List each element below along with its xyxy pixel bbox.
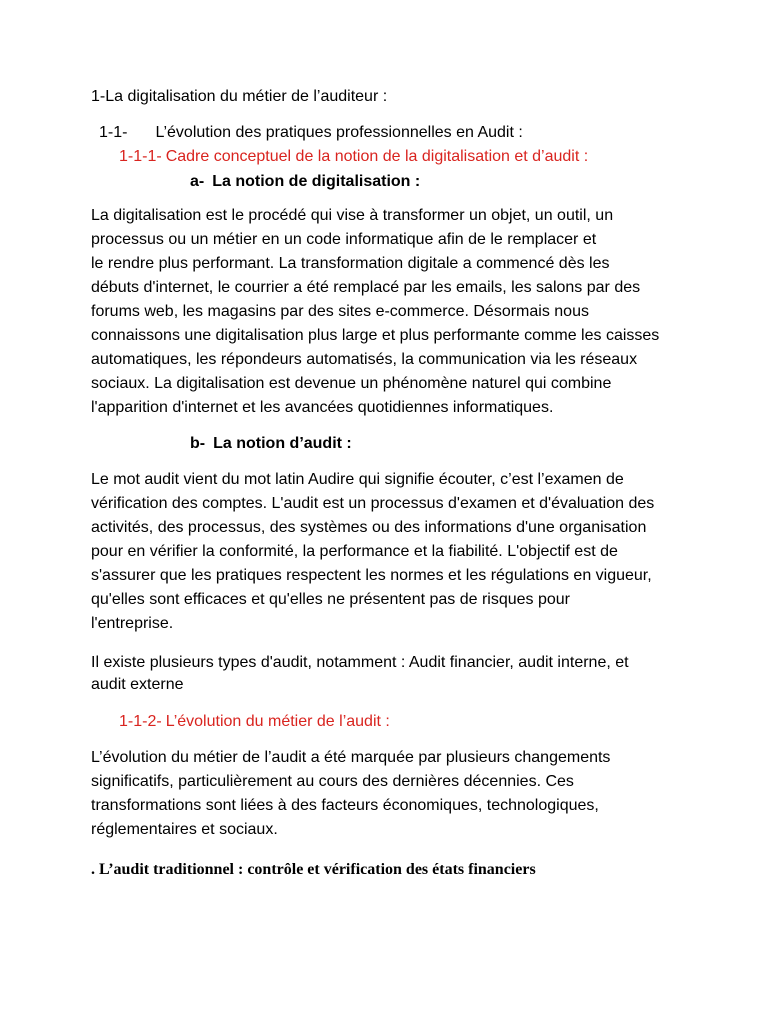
paragraph-line: audit externe bbox=[91, 676, 184, 693]
paragraph-line: connaissons une digitalisation plus large et plus performante comme les caisses bbox=[91, 327, 660, 344]
paragraph-line: Il existe plusieurs types d'audit, notamment : Audit financier, audit interne, et bbox=[91, 654, 629, 671]
paragraph-line: La digitalisation est le procédé qui vise à transformer un objet, un outil, un bbox=[91, 207, 614, 224]
subsection-letter: a- bbox=[190, 173, 205, 190]
paragraph-line: Le mot audit vient du mot latin Audire qui signifie écouter, c’est l’examen de bbox=[91, 471, 624, 488]
paragraph-audit bbox=[91, 468, 691, 636]
paragraph-line: L’évolution du métier de l’audit a été marquée par plusieurs changements bbox=[91, 749, 611, 766]
paragraph-line: s'assurer que les pratiques respectent les normes et les régulations en vigueur, bbox=[91, 567, 652, 584]
paragraph-line: qu'elles sont efficaces et qu'elles ne présentent pas de risques pour bbox=[91, 591, 571, 608]
paragraph-line: vérification des comptes. L'audit est un processus d'examen et d'évaluation des bbox=[91, 495, 655, 512]
subsection-title: La notion d’audit : bbox=[213, 435, 352, 452]
paragraph-line: pour en vérifier la conformité, la performance et la fiabilité. L'objectif est de bbox=[91, 543, 618, 560]
paragraph-line: l'apparition d'internet et les avancées quotidiennes informatiques. bbox=[91, 399, 554, 416]
section-number: 1-1-1- bbox=[119, 148, 162, 165]
heading-traditional-audit: . L’audit traditionnel : contrôle et vérification des états financiers bbox=[91, 861, 536, 878]
section-heading-1-1 bbox=[99, 121, 523, 145]
paragraph-line: automatiques, les répondeurs automatisés, la communication via les réseaux bbox=[91, 351, 638, 368]
paragraph-line: forums web, les magasins par des sites e-commerce. Désormais nous bbox=[91, 303, 589, 320]
paragraph-evolution bbox=[91, 746, 691, 842]
section-heading-1-1-2 bbox=[119, 710, 390, 734]
paragraph-line: transformations sont liées à des facteurs économiques, technologiques, bbox=[91, 797, 599, 814]
paragraph-line: le rendre plus performant. La transformation digitale a commencé dès les bbox=[91, 255, 610, 272]
paragraph-line: sociaux. La digitalisation est devenue un phénomène naturel qui combine bbox=[91, 375, 612, 392]
section-heading-1-1-1 bbox=[119, 145, 588, 169]
subsection-title: La notion de digitalisation : bbox=[212, 173, 421, 190]
section-number: 1-1-2- bbox=[119, 713, 162, 730]
paragraph-audit-types bbox=[91, 652, 691, 696]
section-title: Cadre conceptuel de la notion de la digitalisation et d’audit : bbox=[165, 148, 589, 165]
subsection-heading-a bbox=[190, 170, 420, 194]
paragraph-digitalisation bbox=[91, 204, 691, 420]
section-number: 1-1- bbox=[99, 124, 128, 141]
subsection-letter: b- bbox=[190, 435, 206, 452]
section-title: L’évolution du métier de l’audit : bbox=[165, 713, 390, 730]
paragraph-line: débuts d'internet, le courrier a été remplacé par les emails, les salons par des bbox=[91, 279, 641, 296]
section-heading-1: 1-La digitalisation du métier de l’auditeur : bbox=[91, 88, 388, 105]
subsection-heading-b bbox=[190, 432, 352, 456]
paragraph-line: activités, des processus, des systèmes ou des informations d'une organisation bbox=[91, 519, 647, 536]
paragraph-line: l'entreprise. bbox=[91, 615, 174, 632]
paragraph-line: processus ou un métier en un code informatique afin de le remplacer et bbox=[91, 231, 597, 248]
section-title: L’évolution des pratiques professionnelles en Audit : bbox=[155, 124, 523, 141]
paragraph-line: réglementaires et sociaux. bbox=[91, 821, 278, 838]
paragraph-line: significatifs, particulièrement au cours des dernières décennies. Ces bbox=[91, 773, 574, 790]
